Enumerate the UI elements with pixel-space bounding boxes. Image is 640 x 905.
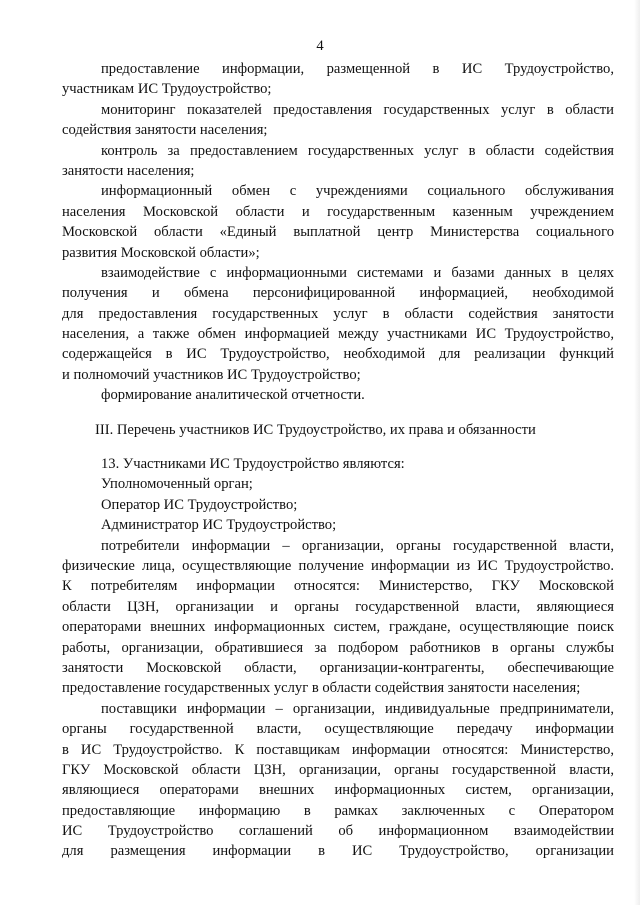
text-line: 13. Участниками ИС Трудоустройство являются:: [101, 456, 405, 473]
page-edge-shadow: [634, 0, 640, 905]
text-line: для размещения информации в ИС Трудоустройство, организации: [62, 843, 614, 860]
text-line: получения и обмена персонифицированной информацией, необходимой: [62, 285, 614, 302]
text-line: для предоставления государственных услуг в области содействия занятости: [62, 305, 614, 322]
text-line: области ЦЗН, организации и органы государственной власти, являющиеся: [62, 598, 614, 615]
text-line: населения Московской области и государственным казенным учреждением: [62, 203, 614, 220]
paragraph: [62, 181, 614, 263]
text-line: взаимодействие с информационными системами и базами данных в целях: [101, 264, 614, 281]
text-line: физические лица, осуществляющие получение информации из ИС Трудоустройство.: [62, 557, 614, 574]
spacer: [62, 440, 614, 454]
text-line: участникам ИС Трудоустройство;: [62, 81, 272, 98]
section-heading: III. Перечень участников ИС Трудоустройство, их права и обязанности: [95, 421, 536, 438]
text-line: формирование аналитической отчетности.: [101, 387, 365, 404]
text-line: развития Московской области»;: [62, 244, 260, 261]
text-line: потребители информации – организации, органы государственной власти,: [101, 537, 614, 554]
paragraph: [62, 59, 614, 100]
text-line: и полномочий участников ИС Трудоустройство;: [62, 366, 361, 383]
text-line: операторами внешних информационных систем, граждане, осуществляющие поиск: [62, 619, 614, 636]
paragraph: [62, 100, 614, 141]
text-line: предоставление государственных услуг в области содействия занятости населения;: [62, 680, 581, 697]
text-line: информационный обмен с учреждениями социального обслуживания: [101, 183, 614, 200]
page-number: 4: [316, 38, 324, 54]
paragraph: [62, 454, 614, 474]
paragraph: [62, 474, 614, 494]
text-line: занятости населения;: [62, 162, 195, 179]
text-line: занятости Московской области, организации-контрагенты, обеспечивающие: [62, 659, 614, 676]
paragraph: [62, 515, 614, 535]
text-line: Московской области «Единый выплатной центр Министерства социального: [62, 224, 614, 241]
text-line: контроль за предоставлением государственных услуг в области содействия: [101, 142, 614, 159]
text-line: содействия занятости населения;: [62, 122, 268, 139]
text-line: Уполномоченный орган;: [101, 476, 253, 493]
paragraph: [62, 495, 614, 515]
text-line: мониторинг показателей предоставления государственных услуг в области: [101, 101, 614, 118]
text-line: К потребителям информации относятся: Министерство, ГКУ Московской: [62, 578, 614, 595]
text-line: предоставляющие информацию в рамках заключенных с Оператором: [62, 802, 614, 819]
document-body: [62, 59, 614, 862]
paragraph: [62, 536, 614, 699]
text-line: органы государственной власти, осуществляющие передачу информации: [62, 721, 614, 738]
paragraph: [62, 699, 614, 862]
text-line: Администратор ИС Трудоустройство;: [101, 517, 337, 534]
text-line: в ИС Трудоустройство. К поставщикам информации относятся: Министерство,: [62, 741, 614, 758]
text-line: поставщики информации – организации, индивидуальные предприниматели,: [101, 700, 614, 717]
text-line: содержащейся в ИС Трудоустройство, необходимой для реализации функций: [62, 346, 614, 363]
text-line: работы, организации, обратившиеся за подбором работников в органы службы: [62, 639, 614, 656]
spacer: [62, 406, 614, 420]
text-line: являющиеся операторами внешних информационных систем, организации,: [62, 782, 614, 799]
paragraph: [62, 141, 614, 182]
paragraph: [62, 263, 614, 385]
text-line: ИС Трудоустройство соглашений об информационном взаимодействии: [62, 823, 614, 840]
text-line: ГКУ Московской области ЦЗН, организации, органы государственной власти,: [62, 761, 614, 778]
text-line: Оператор ИС Трудоустройство;: [101, 496, 298, 513]
paragraph: [62, 385, 614, 405]
text-line: предоставление информации, размещенной в ИС Трудоустройство,: [101, 61, 614, 77]
text-line: населения, а также обмен информацией между участниками ИС Трудоустройство,: [62, 326, 614, 343]
